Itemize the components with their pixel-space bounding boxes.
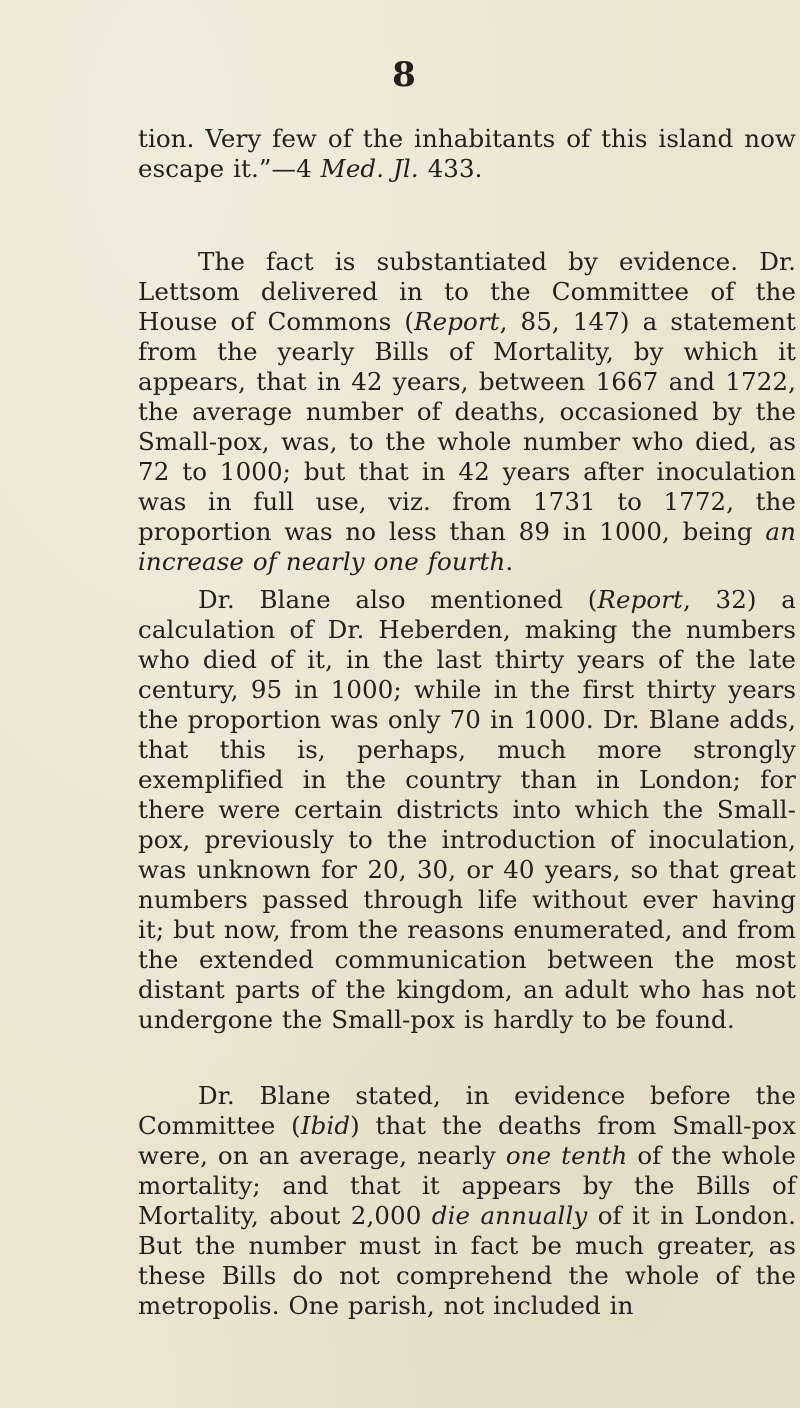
page-number: 8 bbox=[392, 55, 416, 95]
italic-emphasis: one tenth bbox=[505, 1141, 628, 1170]
italic-citation: Med. Jl. bbox=[320, 154, 419, 183]
italic-citation: Report bbox=[597, 585, 683, 614]
paragraph-text: of it in London. But the number must in fact be much greater, as these Bills do not comprehend the whole of the metropolis. One parish, not included in bbox=[138, 1201, 797, 1320]
paragraph-text: ) that the deaths from Small-pox were, on an average, nearly bbox=[138, 1111, 797, 1170]
paragraph-text: of the whole mortality; and that it appears by the Bills of Mortality, about 2,000 bbox=[138, 1141, 796, 1230]
paragraph-text: The fact is substantiated by evidence. Dr. Lettsom delivered in to the Committee of the House of Commons ( bbox=[138, 247, 796, 336]
paragraph-text: , 85, 147) a statement from the yearly Bills of Mortality, by which it appears, that in 42 years, between 1667 and 1722, the average number of deaths, occasioned by the Small-pox, was, to the whole number who died, as 72 to 1000; but that in 42 years after inoculation was in full use, viz. from 1731 to 1772, the proportion was no less than 89 in 1000, being bbox=[138, 307, 796, 546]
paragraph-text: Dr. Blane also mentioned ( bbox=[198, 585, 598, 614]
italic-citation: Report bbox=[414, 307, 500, 336]
paragraph-text: tion. Very few of the inhabitants of this island now escape it.”—4 bbox=[138, 124, 796, 183]
paragraph-text: Dr. Blane stated, in evidence before the Committee ( bbox=[138, 1081, 796, 1140]
paragraph-lettsom bbox=[138, 247, 796, 577]
paragraph-text: . bbox=[505, 547, 514, 576]
paragraph-blane-evidence bbox=[138, 1081, 796, 1321]
paragraph-heberden bbox=[138, 585, 796, 1035]
italic-citation: Ibid bbox=[300, 1111, 351, 1140]
paragraph-continuation bbox=[138, 124, 796, 184]
paragraph-text: , 32) a calculation of Dr. Heberden, making the numbers who died of it, in the last thirty years of the late century, 95 in 1000; while in the first thirty years the proportion was only 70 in 1000. Dr. Blane adds, that this is, perhaps, much more strongly exemplified in the country than in London; for there were certain districts into which the Small-pox, previously to the introduction of inoculation, was unknown for 20, 30, or 40 years, so that great numbers passed through life without ever having it; but now, from the reasons enumerated, and from the extended communication between the most distant parts of the kingdom, an adult who has not undergone the Small-pox is hardly to be found. bbox=[138, 585, 797, 1034]
italic-emphasis: an increase of nearly one fourth bbox=[138, 517, 796, 576]
paragraph-text: 433. bbox=[418, 154, 483, 183]
italic-emphasis: die annually bbox=[431, 1201, 588, 1230]
